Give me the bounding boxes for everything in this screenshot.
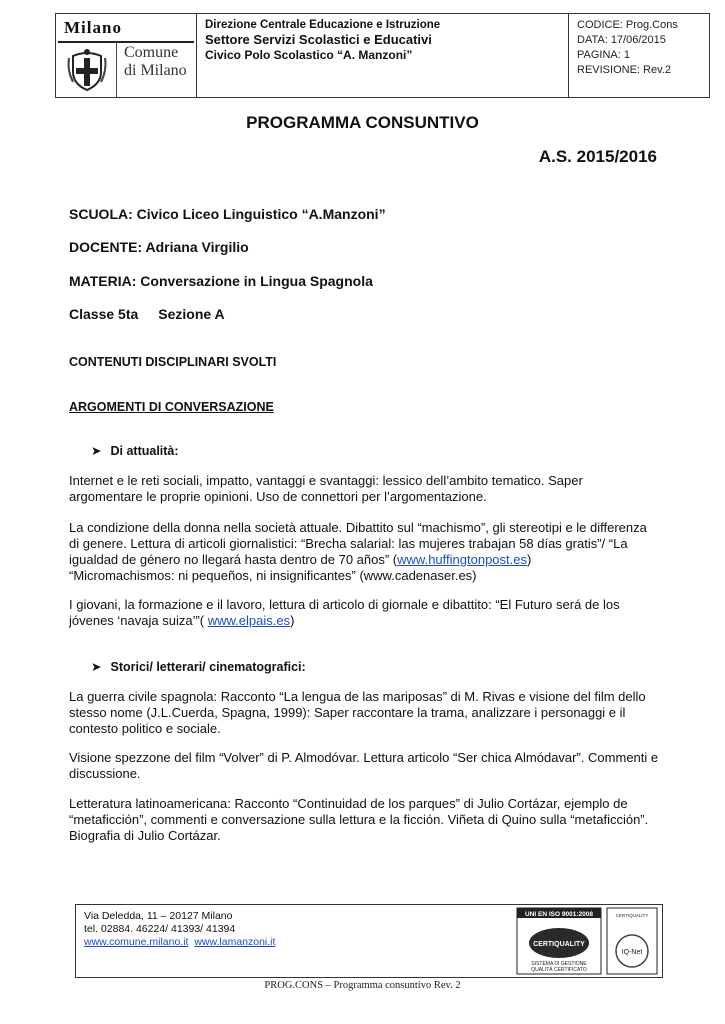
- header-line2: Settore Servizi Scolastici e Educativi: [205, 32, 432, 47]
- paragraph-donna: [69, 520, 659, 584]
- logo-divider: [58, 41, 194, 43]
- paragraph-donna-text: La condizione della donna nella società attuale. Dibattito sul “machismo”, gli stereotipi e le differenza di genere. Lettura di articoli giornalistici: “Brecha salarial: las mujeres trabajan 58 días gratis”/ “La igualdad de género no llegará hasta dentro de 70 años” (: [69, 520, 647, 567]
- lamanzoni-link[interactable]: www.lamanzoni.it: [194, 936, 276, 948]
- logo-vertical-divider: [116, 41, 117, 97]
- school-year: A.S. 2015/2016: [538, 147, 657, 166]
- cert-iso-text: UNI EN ISO 9001:2008: [525, 911, 593, 918]
- header-document-info: [569, 14, 709, 97]
- cert-sub1-text: SISTEMA DI GESTIONE: [531, 961, 587, 967]
- paragraph-giovani: [69, 597, 659, 629]
- sezione-value: Sezione A: [158, 306, 225, 322]
- paragraph-internet: Internet e le reti sociali, impatto, vantaggi e svantaggi: lessico dell’ambito tematico. Saper argomentare le proprie opinioni. Uso de connettori per l’argomentazione.: [69, 473, 583, 504]
- cert-sub2-text: QUALITÀ CERTIFICATO: [531, 967, 587, 973]
- arrow-bullet-icon: ➤: [91, 660, 102, 674]
- header-codice: CODICE: Prog.Cons: [577, 19, 678, 31]
- materia-field: MATERIA: Conversazione in Lingua Spagnola: [69, 273, 373, 289]
- footer-links: [84, 936, 504, 949]
- paragraph-giovani-text: I giovani, la formazione e il lavoro, lettura di articolo di giornale e dibattito: “El Futuro será de los jóvenes ‘navaja suiza’”(: [69, 597, 620, 628]
- huffingtonpost-link[interactable]: www.huffingtonpost.es: [397, 552, 527, 567]
- logo-comune-line2: di Milano: [124, 62, 187, 79]
- contenuti-heading: CONTENUTI DISCIPLINARI SVOLTI: [69, 355, 277, 369]
- footer-address: Via Deledda, 11 – 20127 Milano: [84, 910, 233, 922]
- bullet-attualita-label: Di attualità:: [110, 444, 179, 458]
- bullet-attualita: [91, 443, 179, 458]
- header-pagina: PAGINA: 1: [577, 49, 630, 61]
- paragraph-donna-close: ): [526, 552, 532, 567]
- logo-comune-text: [124, 44, 187, 80]
- docente-field: DOCENTE: Adriana Virgilio: [69, 239, 249, 255]
- classe-value: Classe 5ta: [69, 306, 139, 322]
- comune-logo: [56, 14, 197, 97]
- scuola-field: SCUOLA: Civico Liceo Linguistico “A.Manzoni”: [69, 206, 386, 222]
- cert-brand-text: CERTIQUALITY: [533, 941, 585, 948]
- comune-milano-link[interactable]: www.comune.milano.it: [84, 936, 189, 948]
- bullet-storici-label: Storici/ letterari/ cinematografici:: [110, 660, 306, 674]
- header-institution: [197, 14, 569, 97]
- iqnet-logo-icon: [606, 907, 658, 975]
- header-data: DATA: 17/06/2015: [577, 34, 666, 46]
- header-revisione: REVISIONE: Rev.2: [577, 64, 671, 76]
- logo-city-name: Milano: [64, 18, 122, 37]
- footer-note: PROG.CONS – Programma consuntivo Rev. 2: [264, 980, 461, 991]
- bullet-storici: [91, 659, 306, 674]
- classe-sezione-field: [69, 306, 225, 322]
- paragraph-cortazar: Letteratura latinoamericana: Racconto “Continuidad de los parques” di Julio Cortázar, ejemplo de “metaficción”, commenti e conversazione sulla lettura e la ficción. Viñeta di Quino sulla “metaficción”. Biografia di Julio Cortázar.: [69, 796, 649, 843]
- arrow-bullet-icon: ➤: [91, 444, 102, 458]
- footer-tel: tel. 02884. 46224/ 41393/ 41394: [84, 923, 236, 935]
- logo-comune-line1: Comune: [124, 44, 179, 61]
- paragraph-volver: Visione spezzone del film “Volver” di P. Almodóvar. Lettura articolo “Ser chica Almódavar”. Commenti e discussione.: [69, 750, 659, 781]
- paragraph-giovani-close: ): [290, 613, 295, 628]
- certiquality-iso-logo-icon: [516, 907, 602, 975]
- iqnet-brand-text: CERTIQUALITY: [615, 913, 649, 918]
- elpais-link[interactable]: www.elpais.es: [207, 613, 291, 628]
- paragraph-donna-micromachismos: “Micromachismos: ni pequeños, ni insignificantes” (www.cadenaser.es): [69, 568, 477, 583]
- footer-box: [75, 904, 663, 978]
- milano-coat-of-arms-icon: [65, 48, 109, 92]
- argomenti-heading: ARGOMENTI DI CONVERSAZIONE: [69, 400, 274, 414]
- document-header: [55, 13, 710, 98]
- header-line3: Civico Polo Scolastico “A. Manzoni”: [205, 48, 413, 62]
- header-line1: Direzione Centrale Educazione e Istruzione: [205, 19, 441, 31]
- certification-logos: [512, 905, 662, 977]
- page-title: PROGRAMMA CONSUNTIVO: [246, 113, 479, 132]
- footer-address-block: [76, 905, 512, 977]
- iqnet-text: IQ-Net: [621, 949, 643, 956]
- paragraph-guerra-civile: La guerra civile spagnola: Racconto “La lengua de las mariposas” di M. Rivas e visione del film dello stesso nome (J.L.Cuerda, Spagna, 1999): Saper raccontare la trama, analizzare i personaggi e il contesto politico e sociale.: [69, 689, 646, 736]
